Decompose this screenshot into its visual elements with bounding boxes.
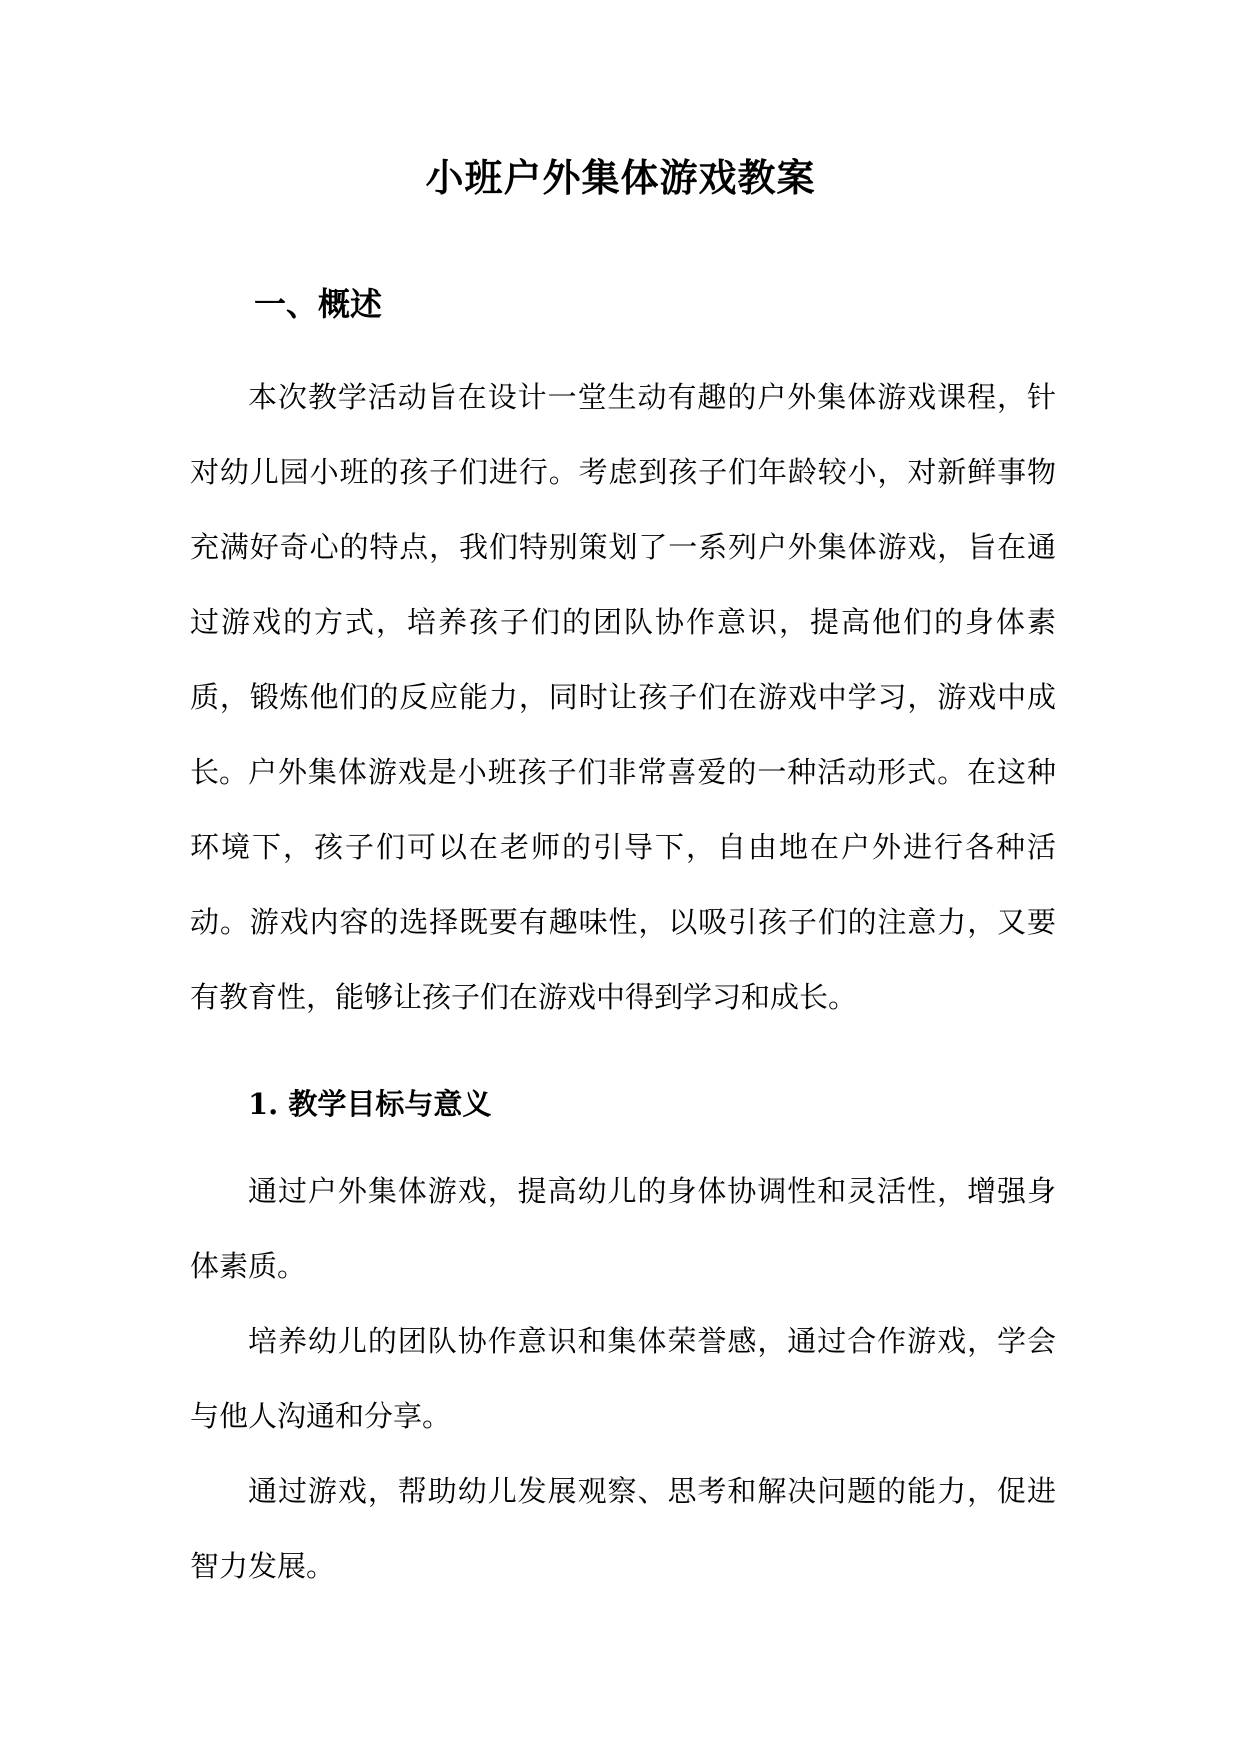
goals-paragraph-2: 培养幼儿的团队协作意识和集体荣誉感，通过合作游戏，学会与他人沟通和分享。: [190, 1324, 1056, 1433]
overview-paragraph-2: 户外集体游戏是小班孩子们非常喜爱的一种活动形式。在这种环境下，孩子们可以在老师的引导下，自由地在户外进行各种活动。游戏内容的选择既要有趣味性，以吸引孩子们的注意力，又要有教育性，能够让孩子们在游戏中得到学习和成长。: [190, 755, 1056, 1014]
goals-paragraph-3: 通过游戏，帮助幼儿发展观察、思考和解决问题的能力，促进智力发展。: [190, 1474, 1056, 1583]
overview-paragraph-1: 本次教学活动旨在设计一堂生动有趣的户外集体游戏课程，针对幼儿园小班的孩子们进行。考虑到孩子们年龄较小，对新鲜事物充满好奇心的特点，我们特别策划了一系列户外集体游戏，旨在通过游戏的方式，培养孩子们的团队协作意识，提高他们的身体素质，锻炼他们的反应能力，同时让孩子们在游戏中学习，游戏中成长。: [190, 380, 1056, 789]
section-heading-overview: 一、概述: [254, 285, 383, 323]
subsection-heading-goals: 1. 教学目标与意义: [248, 1087, 492, 1121]
goals-paragraph-1: 通过户外集体游戏，提高幼儿的身体协调性和灵活性，增强身体素质。: [190, 1174, 1056, 1283]
document-title: 小班户外集体游戏教案: [425, 155, 816, 200]
